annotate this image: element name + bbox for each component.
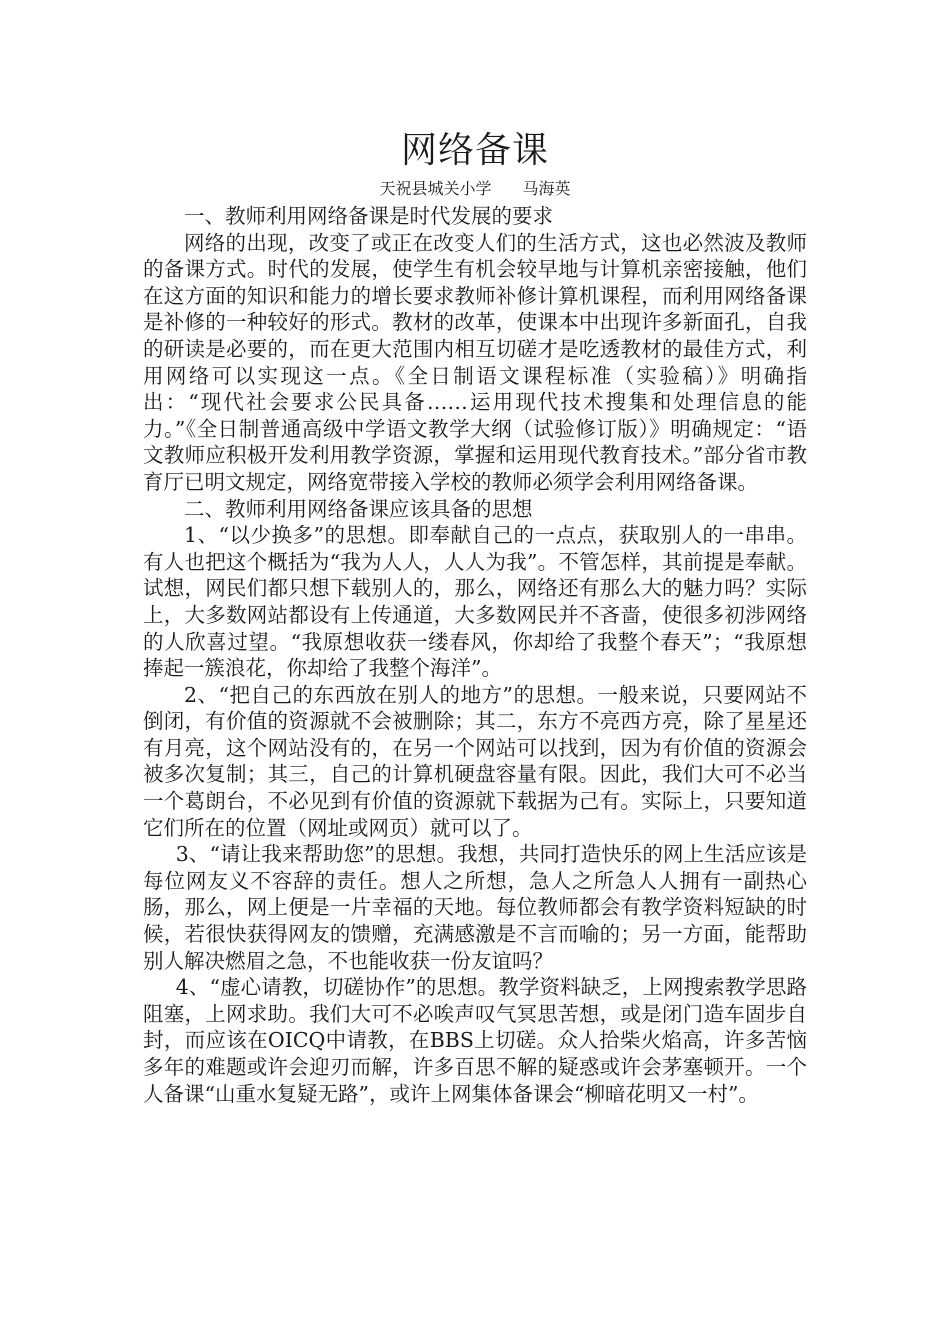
author-name: 马海英 — [522, 179, 571, 198]
byline — [143, 177, 807, 201]
body-paragraph: 4、“虚心请教，切磋协作”的思想。教学资料缺乏，上网搜索教学思路阻塞，上网求助。我们大可不必唉声叹气冥思苦想，或是闭门造车固步自封，而应该在OICQ中请教，在BBS上切磋。众人拾柴火焰高，许多苦恼多年的难题或许会迎刃而解，许多百思不解的疑惑或许会茅塞顿开。一个人备课“山重水复疑无路”，或许上网集体备课会“柳暗花明又一村”。 — [143, 975, 807, 1106]
section-heading-1: 一、教师利用网络备课是时代发展的要求 — [184, 204, 553, 228]
body-paragraph: 2、“把自己的东西放在别人的地方”的思想。一般来说，只要网站不倒闭，有价值的资源就不会被删除；其二，东方不亮西方亮，除了星星还有月亮，这个网站没有的，在另一个网站可以找到，因为有价值的资源会被多次复制；其三，自己的计算机硬盘容量有限。因此，我们大可不必当一个葛朗台，不必见到有价值的资源就下载据为己有。实际上，只要知道它们所在的位置（网址或网页）就可以了。 — [143, 682, 807, 840]
author-school: 天祝县城关小学 — [379, 179, 492, 198]
document-body — [143, 203, 807, 1107]
document-title: 网络备课 — [400, 130, 549, 171]
section-heading-2: 二、教师利用网络备课应该具备的思想 — [184, 496, 533, 521]
body-paragraph: 网络的出现，改变了或正在改变人们的生活方式，这也必然波及教师的备课方式。时代的发展，使学生有机会较早地与计算机亲密接触，他们在这方面的知识和能力的增长要求教师补修计算机课程，而利用网络备课是补修的一种较好的形式。教材的改革，使课本中出现许多新面孔，自我的研读是必要的，而在更大范围内相互切磋才是吃透教材的最佳方式，利用网络可以实现这一点。《全日制语文课程标准（实验稿）》明确指出：“现代社会要求公民具备……运用现代技术搜集和处理信息的能力。”《全日制普通高级中学语文教学大纲（试验修订版）》明确规定：“语文教师应积极开发利用教学资源，掌握和运用现代教育技术。”部分省市教育厅已明文规定，网络宽带接入学校的教师必须学会利用网络备课。 — [143, 230, 807, 494]
body-paragraph: 1、“以少换多”的思想。即奉献自己的一点点，获取别人的一串串。有人也把这个概括为“我为人人，人人为我”。不管怎样，其前提是奉献。试想，网民们都只想下载别人的，那么，网络还有那么大的魅力吗？实际上，大多数网站都设有上传通道，大多数网民并不吝啬，使很多初涉网络的人欣喜过望。“我原想收获一缕春风，你却给了我整个春天”；“我原想捧起一簇浪花，你却给了我整个海洋”。 — [143, 523, 807, 681]
body-paragraph: 3、“请让我来帮助您”的思想。我想，共同打造快乐的网上生活应该是每位网友义不容辞的责任。想人之所想，急人之所急人人拥有一副热心肠，那么，网上便是一片幸福的天地。每位教师都会有教学资料短缺的时候，若很快获得网友的馈赠，充满感激是不言而喻的；另一方面，能帮助别人解决燃眉之急，不也能收获一份友谊吗？ — [143, 842, 807, 973]
document-page — [143, 125, 807, 1107]
